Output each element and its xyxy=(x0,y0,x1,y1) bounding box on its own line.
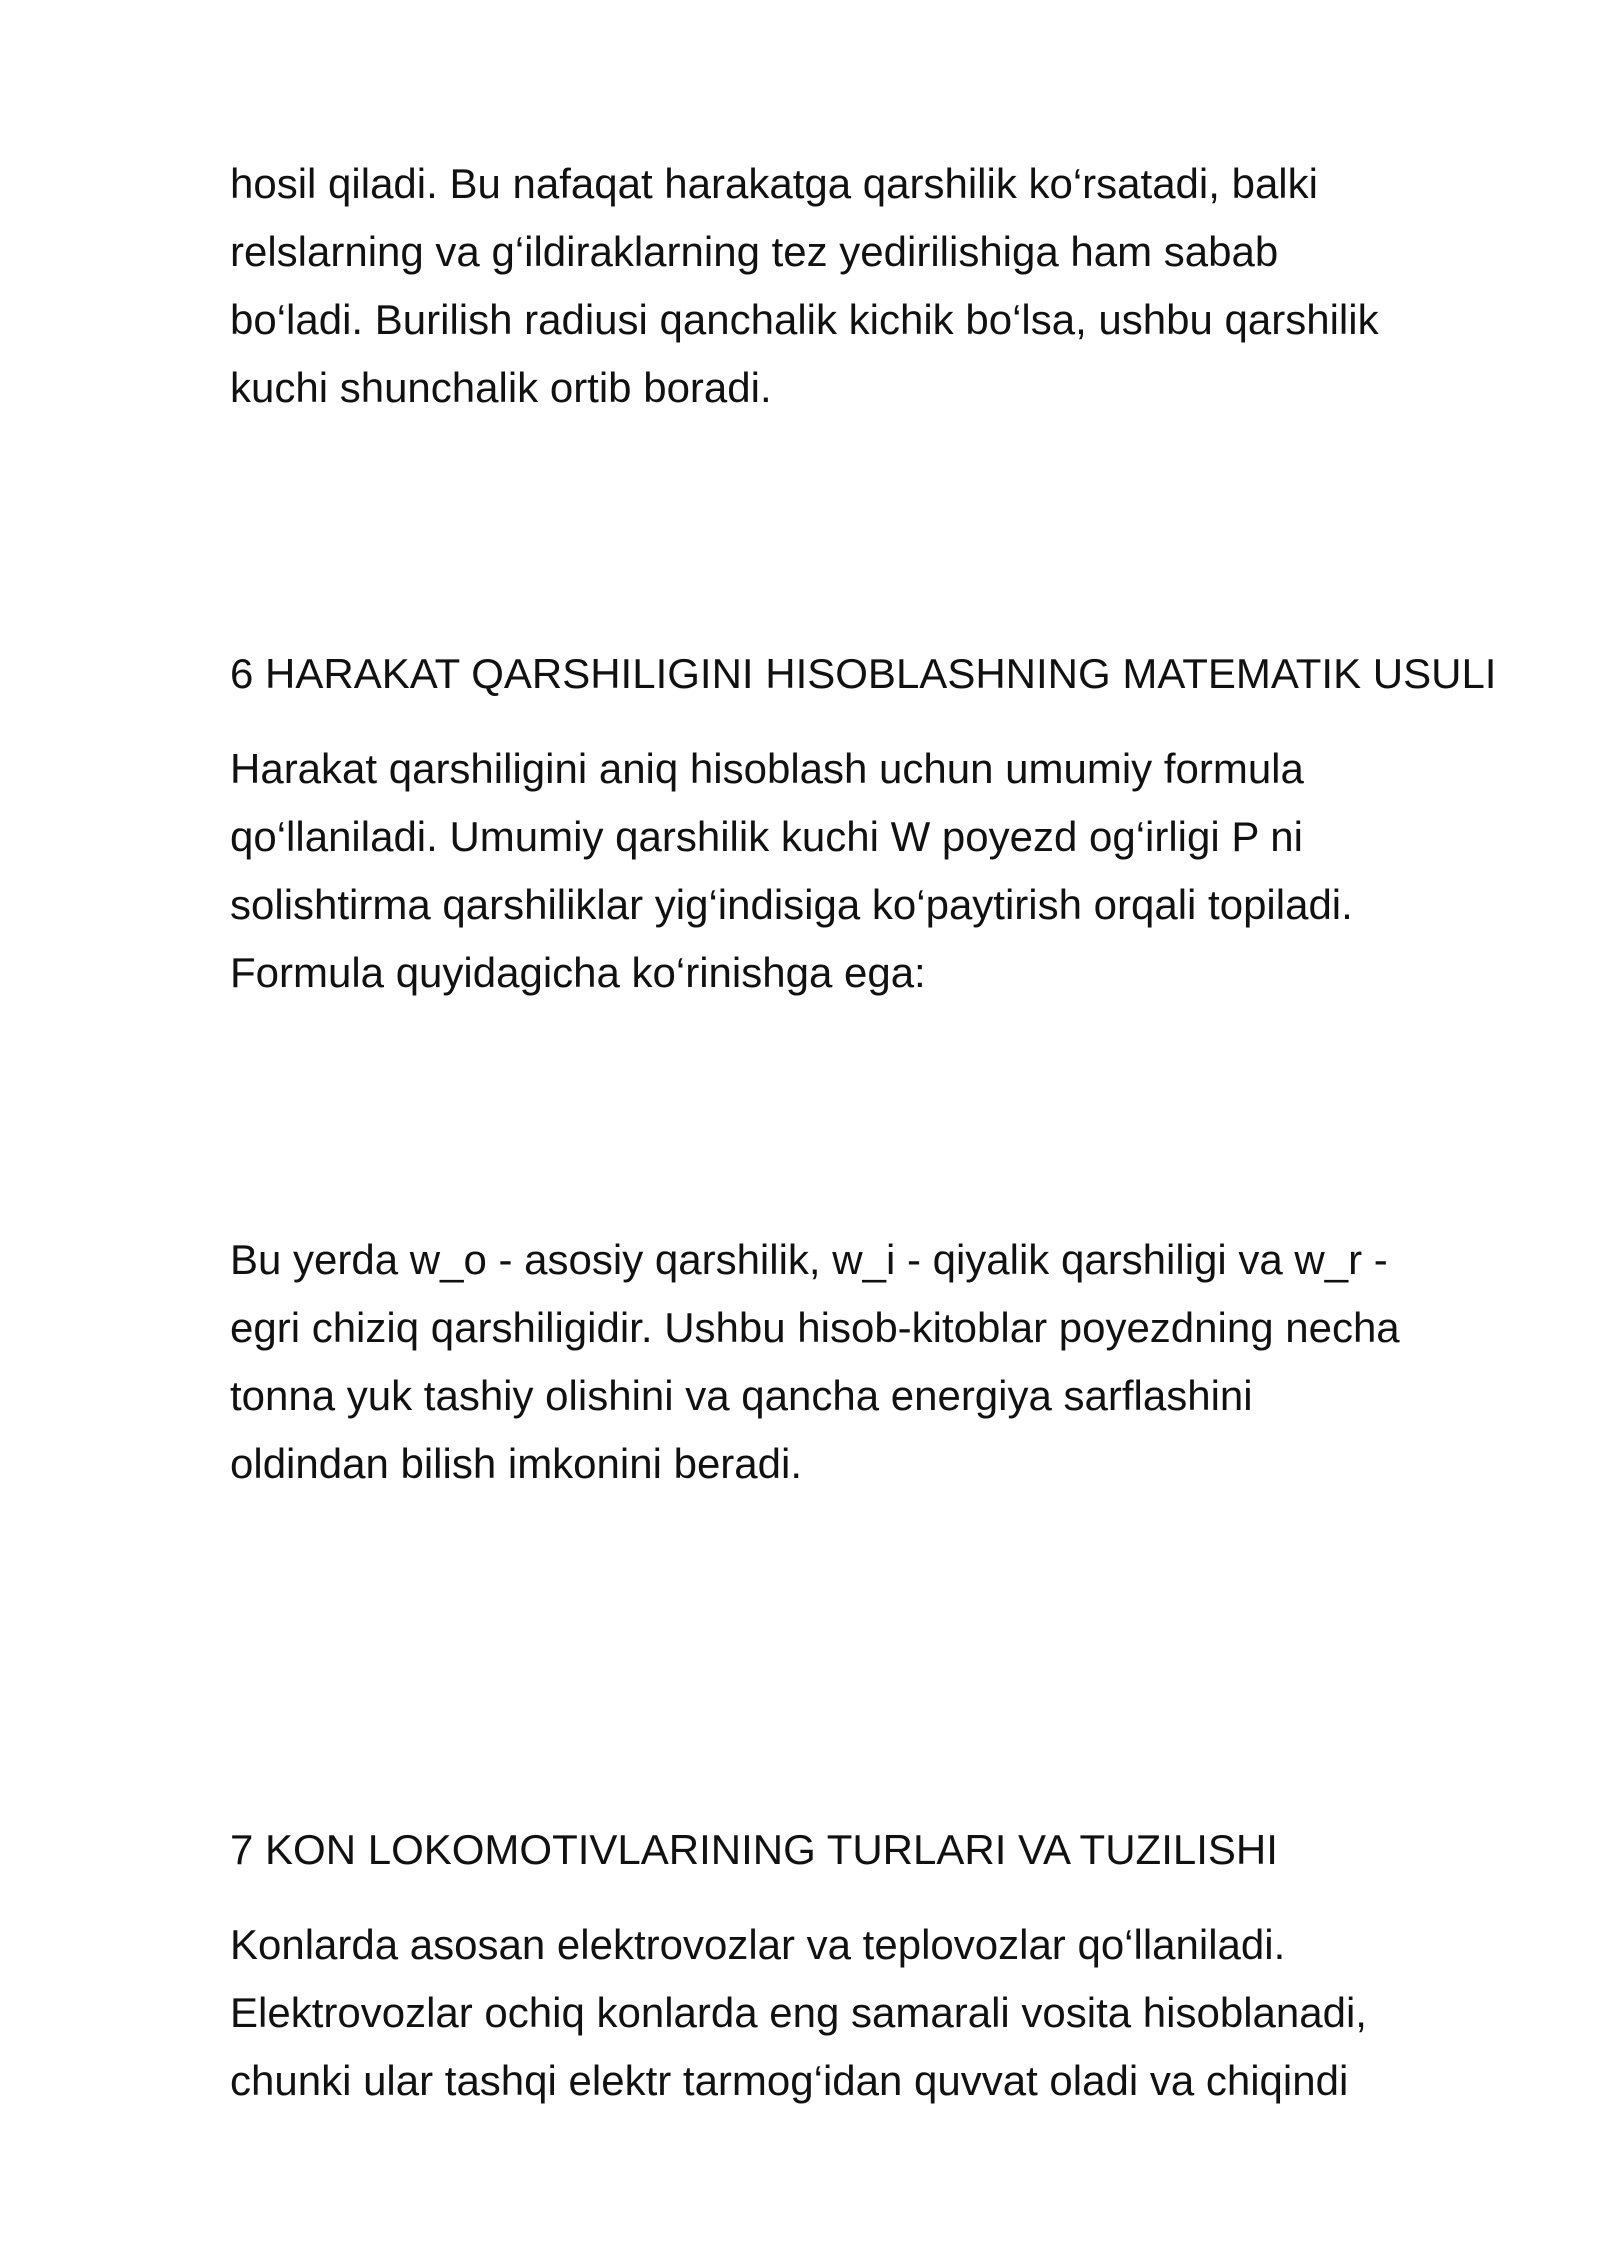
paragraph-line: bo‘ladi. Burilish radiusi qanchalik kichik bo‘lsa, ushbu qarshilik xyxy=(230,296,1379,343)
paragraph-line: hosil qiladi. Bu nafaqat harakatga qarshilik ko‘rsatadi, balki xyxy=(230,160,1318,207)
paragraph-intro xyxy=(230,150,1490,422)
paragraph-line: chunki ular tashqi elektr tarmog‘idan quvvat oladi va chiqindi xyxy=(230,2057,1349,2104)
paragraph-line: kuchi shunchalik ortib boradi. xyxy=(230,364,772,411)
section-7-heading: 7 KON LOKOMOTIVLARINING TURLARI VA TUZILISHI xyxy=(230,1826,1278,1873)
paragraph-line: Formula quyidagicha ko‘rinishga ega: xyxy=(230,949,926,996)
paragraph-line: egri chiziq qarshiligidir. Ushbu hisob-kitoblar poyezdning necha xyxy=(230,1304,1400,1351)
paragraph-line: Harakat qarshiligini aniq hisoblash uchun umumiy formula xyxy=(230,745,1304,792)
paragraph-line: oldindan bilish imkonini beradi. xyxy=(230,1440,803,1487)
paragraph-formula xyxy=(230,735,1490,1007)
paragraph-line: Elektrovozlar ochiq konlarda eng samarali vosita hisoblanadi, xyxy=(230,1989,1367,2036)
paragraph-line: Konlarda asosan elektrovozlar va teplovozlar qo‘llaniladi. xyxy=(230,1921,1286,1968)
paragraph-locomotives xyxy=(230,1911,1490,2115)
paragraph-line: solishtirma qarshiliklar yig‘indisiga ko‘paytirish orqali topiladi. xyxy=(230,881,1353,928)
section-6-heading: 6 HARAKAT QARSHILIGINI HISOBLASHNING MATEMATIK USULI xyxy=(230,650,1497,697)
paragraph-line: relslarning va g‘ildiraklarning tez yedirilishiga ham sabab xyxy=(230,228,1279,275)
paragraph-line: Bu yerda w_o - asosiy qarshilik, w_i - qiyalik qarshiligi va w_r - xyxy=(230,1236,1388,1283)
paragraph-explanation xyxy=(230,1226,1490,1498)
paragraph-line: qo‘llaniladi. Umumiy qarshilik kuchi W poyezd og‘irligi P ni xyxy=(230,813,1303,860)
paragraph-line: tonna yuk tashiy olishini va qancha energiya sarflashini xyxy=(230,1372,1253,1419)
